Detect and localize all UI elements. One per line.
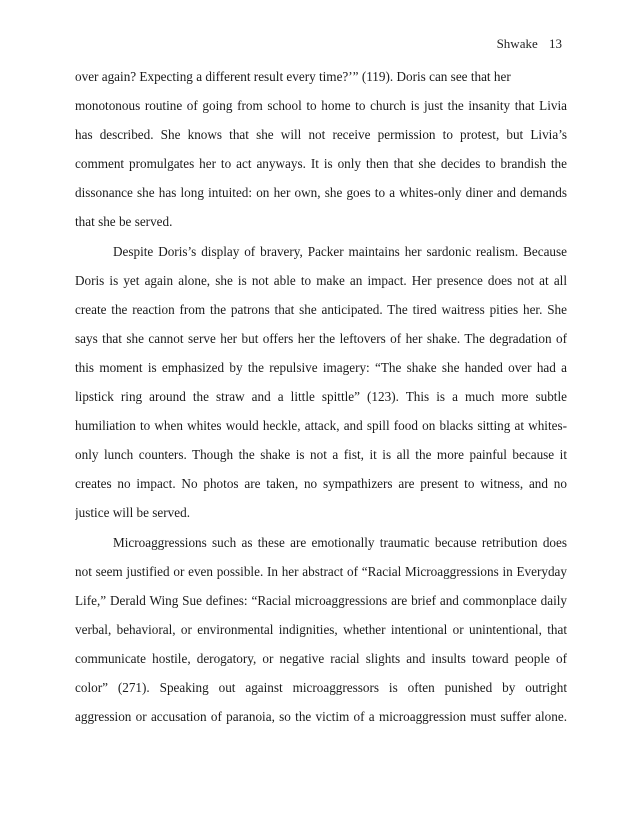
text-line: verbal, behavioral, or environmental indignities, whether intentional or unintentional, that bbox=[75, 621, 567, 637]
text-line: monotonous routine of going from school to home to church is just the insanity that Livia bbox=[75, 98, 567, 114]
text-line: creates no impact. No photos are taken, no sympathizers are present to witness, and no bbox=[75, 476, 567, 492]
text-line: dissonance she has long intuited: on her own, she goes to a whites-only diner and demands bbox=[75, 185, 567, 201]
text-line: that she be served. bbox=[75, 214, 173, 230]
text-line: Doris is yet again alone, she is not able to make an impact. Her presence does not at all bbox=[75, 272, 567, 288]
text-line: only lunch counters. Though the shake is not a fist, it is all the more painful because it bbox=[75, 447, 567, 463]
text-line: over again? Expecting a different result every time?’” (119). Doris can see that her bbox=[75, 69, 511, 84]
text-line: aggression or accusation of paranoia, so the victim of a microaggression must suffer alone. bbox=[75, 709, 567, 725]
text-line: this moment is emphasized by the repulsive imagery: “The shake she handed over had a bbox=[75, 359, 567, 375]
text-line: humiliation to when whites would heckle, attack, and spill food on blacks sitting at whites- bbox=[75, 418, 567, 434]
text-line: color” (271). Speaking out against microaggressors is often punished by outright bbox=[75, 679, 567, 695]
text-line: justice will be served. bbox=[75, 505, 190, 521]
text-line: has described. She knows that she will not receive permission to protest, but Livia’s bbox=[75, 127, 567, 143]
paragraph-first-line: Microaggressions such as these are emotionally traumatic because retribution does bbox=[113, 534, 567, 550]
paragraph-first-line: Despite Doris’s display of bravery, Packer maintains her sardonic realism. Because bbox=[113, 243, 567, 259]
text-line: comment promulgates her to act anyways. It is only then that she decides to brandish the bbox=[75, 156, 567, 172]
document-body bbox=[75, 62, 567, 731]
text-line: Life,” Derald Wing Sue defines: “Racial microaggressions are brief and commonplace daily bbox=[75, 592, 567, 608]
page-header bbox=[497, 36, 562, 52]
header-author: Shwake bbox=[496, 36, 538, 51]
text-line: create the reaction from the patrons that she anticipated. The tired waitress pities her. She bbox=[75, 301, 567, 317]
header-page-number: 13 bbox=[549, 36, 562, 51]
text-line: lipstick ring around the straw and a little spittle” (123). This is a much more subtle bbox=[75, 389, 567, 405]
text-line: not seem justified or even possible. In her abstract of “Racial Microaggressions in Everyday bbox=[75, 563, 567, 579]
text-line: communicate hostile, derogatory, or negative racial slights and insults toward people of bbox=[75, 650, 567, 666]
text-line: says that she cannot serve her but offers her the leftovers of her shake. The degradation of bbox=[75, 330, 567, 346]
